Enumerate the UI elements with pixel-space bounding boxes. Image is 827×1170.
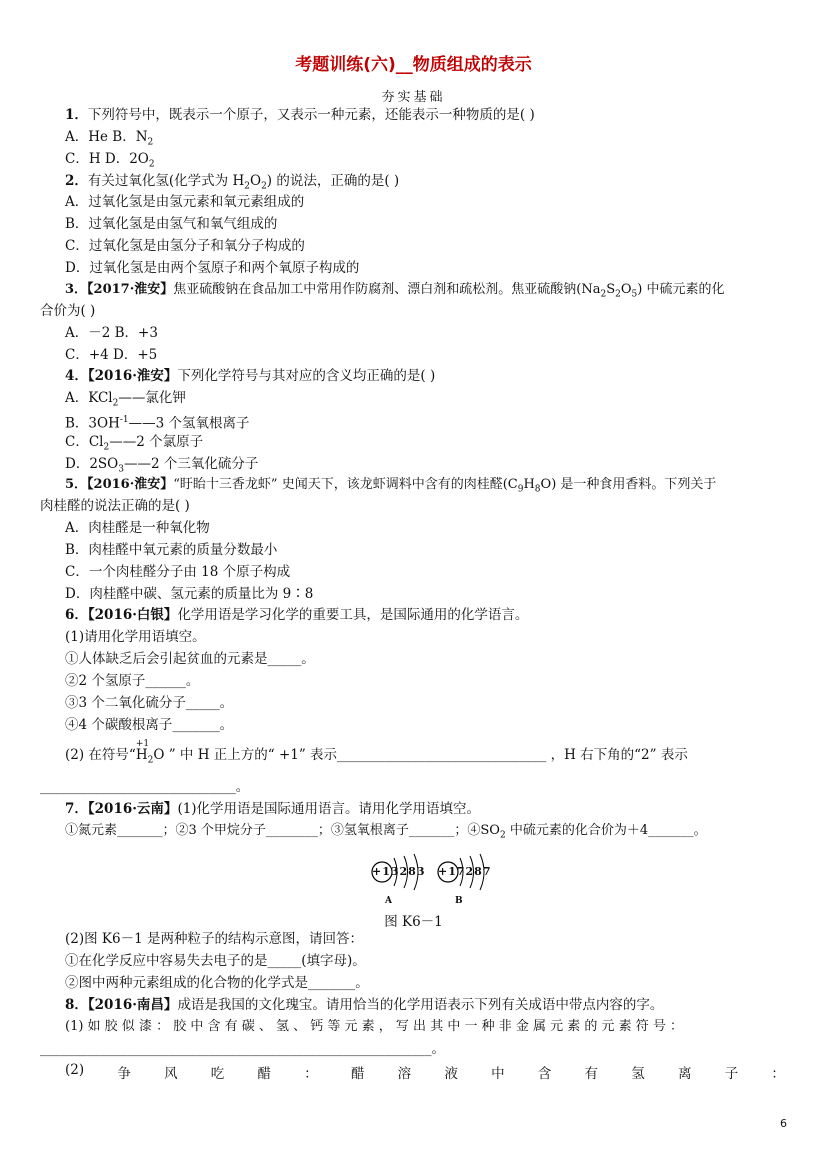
question-number: 1．	[65, 107, 88, 123]
subpart-1: (1) 如 胶 似 漆 ： 胶 中 含 有 碳 、 氢 、 钙 等 元 素 ， 写 出 其 中 一 种 非 金 属 元 素 的 元 素 符 号 ：	[65, 1019, 684, 1034]
option-ab: A．－2 B．+3	[65, 325, 158, 341]
spread-char: 溶	[397, 1066, 412, 1082]
question-3-cont: 合价为( )	[40, 303, 96, 319]
option-b: B．$3OH^{-1}——3$ 个氢氧根离子	[65, 415, 250, 432]
fill-item-4: ④4 个碳酸根离子_______。	[65, 717, 234, 733]
spread-char: 争	[117, 1066, 131, 1082]
spread-char: ：	[771, 1066, 785, 1082]
fill-item-3: ③3 个二氧化硫分子_____。	[65, 695, 234, 711]
fill-item-2: ②图中两种元素组成的化合物的化学式是_______。	[65, 975, 369, 991]
fill-item-1: ①人体缺乏后会引起贫血的元素是_____。	[65, 651, 315, 667]
option-a: A．KCl$_2$——氯化钾	[65, 390, 186, 409]
spread-char: 含	[537, 1066, 552, 1082]
page-number: 6	[780, 1117, 787, 1130]
question-7-line2: ①氮元素_______；②3 个甲烷分子________；③氢氧根离子_______；$④SO_2$ 中硫元素的化合价为＋4_______。	[65, 823, 707, 841]
figure-letter-a: A	[385, 896, 392, 906]
option-d: D．过氧化氢是由两个氢原子和两个氧原子构成的	[65, 260, 360, 276]
option-d: D．$2SO_3——2$ 个三氧化硫分子	[65, 456, 259, 475]
valence-mark: +1	[135, 739, 150, 749]
question-5: 5．【2016·淮安】“盱眙十三香龙虾” 史闻天下，该龙虾调料中含有的肉桂醛$(C_9H_8O)$ 是一种食用香料。下列关于	[65, 477, 717, 495]
atom-b-label: +17287	[438, 865, 492, 878]
spread-char: 氢	[631, 1066, 645, 1082]
spread-char: 子	[724, 1066, 739, 1082]
question-3: 3．【2017·淮安】焦亚硫酸钠在食品加工中常用作防腐剂、漂白剂和疏松剂。焦亚硫酸钠$(Na_2S_2O_5)$ 中硫元素的化	[65, 282, 725, 300]
atom-a-label: +13283	[372, 865, 426, 878]
fill-item-1: ①在化学反应中容易失去电子的是_____(填字母)。	[65, 953, 366, 969]
option-a: A．过氧化氢是由氢元素和氧元素组成的	[65, 194, 305, 210]
page-title: 考题训练(六)__物质组成的表示	[295, 55, 532, 75]
figure-caption: 图 K6－1	[384, 914, 443, 930]
spread-char: 有	[584, 1066, 599, 1082]
question-2: 2．有关过氧化氢(化学式为 $H_2O_2$) 的说法，正确的是( )	[65, 173, 400, 192]
option-c: C．一个肉桂醛分子由 18 个原子构成	[65, 564, 291, 580]
spread-char: 醋	[257, 1066, 271, 1082]
option-a: A．肉桂醛是一种氧化物	[65, 520, 210, 536]
subpart-2-blank: _____________________________。	[40, 779, 250, 795]
spread-char: 吃	[210, 1066, 225, 1082]
option-cd: C．+4 D．+5	[65, 347, 158, 363]
option-c: C．$Cl_2——2$ 个氯原子	[65, 434, 204, 453]
option-cd: C．H D．$2O_2$	[65, 151, 155, 170]
option-b: B．过氧化氢是由氢气和氧气组成的	[65, 216, 278, 232]
question-8: 8．【2016·南昌】成语是我国的文化瑰宝。请用恰当的化学用语表示下列有关成语中带点内容的字。	[65, 997, 664, 1013]
question-5-cont: 肉桂醛的说法正确的是( )	[40, 498, 190, 514]
question-7: 7．【2016·云南】(1)化学用语是国际通用语言。请用化学用语填空。	[65, 801, 481, 817]
question-6: 6．【2016·白银】化学用语是学习化学的重要工具，是国际通用的化学语言。	[65, 607, 529, 623]
spread-char: ：	[304, 1066, 318, 1082]
option-c: C．过氧化氢是由氢分子和氧分子构成的	[65, 238, 305, 254]
spread-char: 液	[444, 1066, 458, 1082]
subpart-2: (2) 在符号“ +1 $H_2O$ ” 中 H 正上方的“ +1” 表示_______________________________ ，H 右下角的“2” 表示	[65, 746, 688, 770]
spread-char: 中	[491, 1066, 505, 1082]
option-ab: A．He B．$N_2$	[65, 129, 154, 148]
subpart-1-blank: __________________________________________________________。	[40, 1041, 445, 1057]
option-b: B．肉桂醛中氧元素的质量分数最小	[65, 542, 278, 558]
spread-char: 离	[677, 1066, 692, 1082]
spread-char: (2)	[65, 1062, 85, 1078]
spread-char: 醋	[350, 1066, 365, 1082]
subpart-2	[65, 1062, 785, 1082]
figure-letter-b: B	[455, 896, 463, 906]
question-4: 4．【2016·淮安】下列化学符号与其对应的含义均正确的是( )	[65, 368, 436, 384]
subpart-1: (1)请用化学用语填空。	[65, 629, 206, 645]
subpart-2: (2)图 K6－1 是两种粒子的结构示意图，请回答：	[65, 931, 363, 947]
fill-item-2: ②2 个氢原子______。	[65, 673, 200, 689]
spread-char: 风	[164, 1066, 178, 1082]
option-d: D．肉桂醛中碳、氢元素的质量比为 9∶8	[65, 586, 314, 602]
section-heading: 夯实基础	[381, 90, 446, 105]
question-text: 下列符号中，既表示一个原子，又表示一种元素，还能表示一种物质的是( )	[87, 107, 535, 123]
question-1	[65, 106, 535, 124]
